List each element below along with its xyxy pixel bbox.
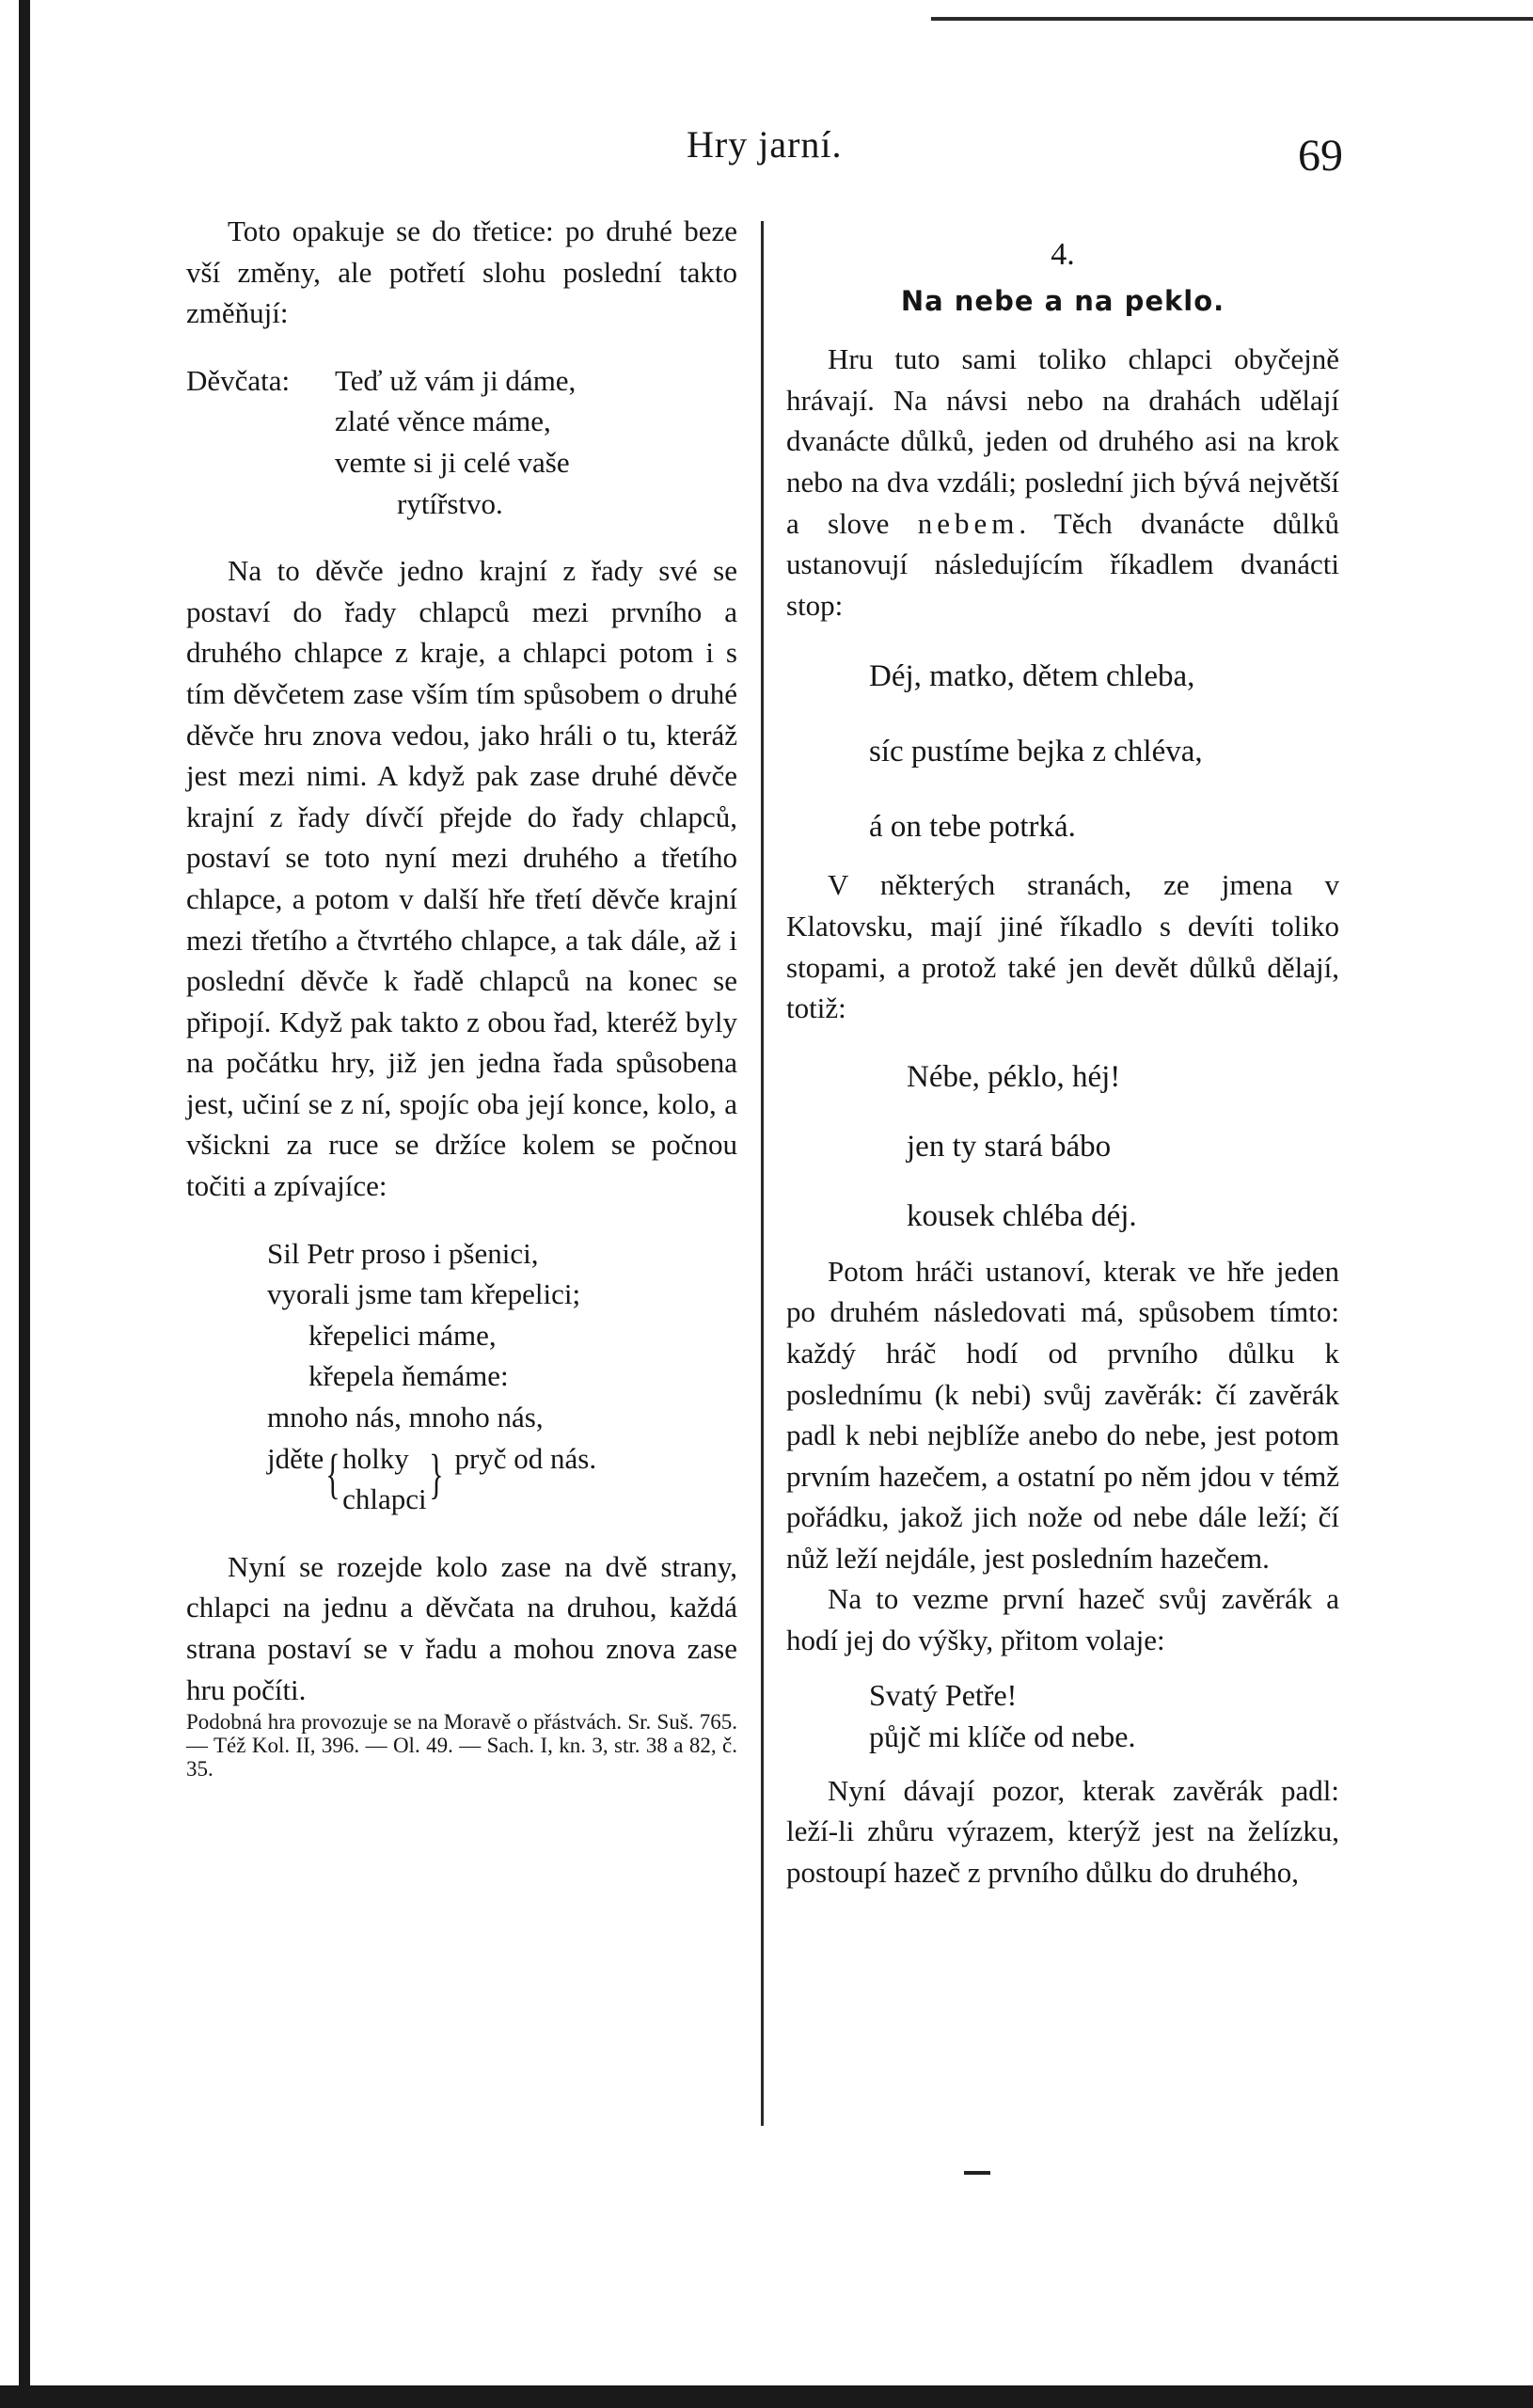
speaker-lines	[335, 360, 576, 524]
paragraph: Na to vezme první hazeč svůj zavěrák a hodí jej do výšky, přitom volaje:	[786, 1582, 1339, 1657]
page-mark	[964, 2171, 990, 2175]
verse-suffix: pryč od nás.	[454, 1441, 597, 1475]
column-divider	[761, 221, 764, 2126]
verse-line: Sil Petr proso i pšenici,	[267, 1236, 539, 1270]
paragraph: V některých stranách, ze jmena v Klatovsku, mají jiné říkadlo s devíti toliko stopami, a protož také jen devět důlků dělají, totiž:	[786, 868, 1339, 1025]
verse-line: Déj, matko, dětem chleba,	[869, 659, 1195, 694]
speaker-block	[186, 360, 737, 524]
verse-line: křepela ňemáme:	[308, 1359, 509, 1393]
section-number: 4.	[1051, 237, 1075, 272]
paragraph: Nyní dávají pozor, kterak zavěrák padl: leží-li zhůru výrazem, kterýž jest na želízku, postoupí hazeč z prvního důlku do druhého,	[786, 1773, 1339, 1889]
scan-bottom-edge	[0, 2385, 1533, 2408]
scan-top-edge	[931, 17, 1533, 21]
choice-option: chlapci	[342, 1482, 427, 1516]
verse-line: křepelici máme,	[308, 1318, 497, 1352]
verse-prefix: jděte	[267, 1441, 324, 1475]
verse-line: Teď už vám ji dáme,	[335, 363, 577, 397]
rhyme-verse	[869, 639, 1339, 864]
verse-line-choice	[267, 1438, 737, 1520]
rhyme-verse	[869, 1674, 1339, 1757]
right-brace: }	[428, 1442, 444, 1504]
paragraph: Toto opakuje se do třetice: po druhé beze vší změny, ale potřetí slohu poslední takto změňují:	[186, 214, 737, 330]
choice-option: holky	[342, 1441, 409, 1475]
song-verse	[267, 1233, 737, 1520]
right-column	[786, 230, 1339, 1893]
verse-line: Nébe, péklo, héj!	[907, 1059, 1121, 1094]
speaker-name: Děvčata:	[186, 363, 291, 397]
emphasized-word: nebem	[917, 506, 1019, 540]
footnote: Podobná hra provozuje se na Moravě o přástvách. Sr. Suš. 765. — Též Kol. II, 396. — Ol. 49. — Sach. I, kn. 3, str. 38 a 82, č. 35.	[186, 1710, 737, 1782]
verse-line: půjč mi klíče od nebe.	[869, 1719, 1136, 1753]
scan-left-edge	[19, 0, 30, 2408]
verse-choices	[342, 1438, 427, 1520]
verse-line: rytířstvo.	[397, 486, 503, 520]
left-column	[186, 211, 737, 1781]
verse-line: vemte si ji celé vaše	[335, 445, 570, 479]
left-brace: {	[325, 1442, 340, 1504]
verse-line: jen ty stará bábo	[907, 1129, 1112, 1164]
verse-line: síc pustíme bejka z chléva,	[869, 735, 1203, 769]
paragraph: Potom hráči ustanoví, kterak ve hře jeden po druhém následovati má, spůsobem tímto: každý hráč hodí od prvního důlku k poslednímu (k nebi) svůj zavěrák: čí zavěrák padl k nebi nejblíže anebo do nebe, jest potom prvním hazečem, a ostatní po něm jdou v témž pořádku, jakož jich nože od nebe dále leží; čí nůž leží nejdále, jest posledním hazečem.	[786, 1254, 1339, 1575]
running-header: Hry jarní.	[687, 123, 843, 166]
verse-line: mnoho nás, mnoho nás,	[267, 1401, 544, 1434]
verse-line: Svatý Petře!	[869, 1677, 1018, 1712]
paragraph: Nyní se rozejde kolo zase na dvě strany, chlapci na jednu a děvčata na druhou, každá strana postaví se v řadu a mohou znova zase hru počíti.	[186, 1549, 737, 1706]
verse-line: kousek chléba déj.	[907, 1198, 1137, 1233]
verse-line: á on tebe potrká.	[869, 810, 1076, 845]
verse-line: vyorali jsme tam křepelici;	[267, 1277, 581, 1311]
section-title: Na nebe a na peklo.	[900, 284, 1225, 317]
paragraph: Hru tuto sami toliko chlapci obyčejně hrávají. Na návsi nebo na drahách udělají dvanácte důlků, jeden od druhého asi na krok nebo na dva vzdáli; poslední jich bývá největší a slove nebem. Těch dvanácte důlků ustanovují následujícím říkadlem dvanácti stop:	[786, 342, 1339, 622]
verse-line: zlaté věnce máme,	[335, 404, 551, 438]
rhyme-verse	[907, 1042, 1339, 1251]
paragraph: Na to děvče jedno krajní z řady své se postaví do řady chlapců mezi prvního a druhého chlapce z kraje, a chlapci potom i s tím děvčetem zase vším tím spůsobem o druhé děvče hru znova vedou, jako hráli o tu, kteráž jest mezi nimi. A když pak zase druhé děvče krajní z řady dívčí přejde do řady chlapců, postaví se toto nyní mezi druhého a třetího chlapce, a potom v další hře třetí děvče krajní mezi třetího a čtvrtého chlapce, a tak dále, až i poslední děvče k řadě chlapců na konec se připojí. Když pak takto z obou řad, kteréž byly na počátku hry, již jen jedna řada spůsobena jest, učiní se z ní, spojíc oba její konce, kolo, a všickni za ruce se držíce kolem se počnou točiti a zpívajíce:	[186, 554, 737, 1203]
page-number: 69	[1298, 131, 1343, 181]
